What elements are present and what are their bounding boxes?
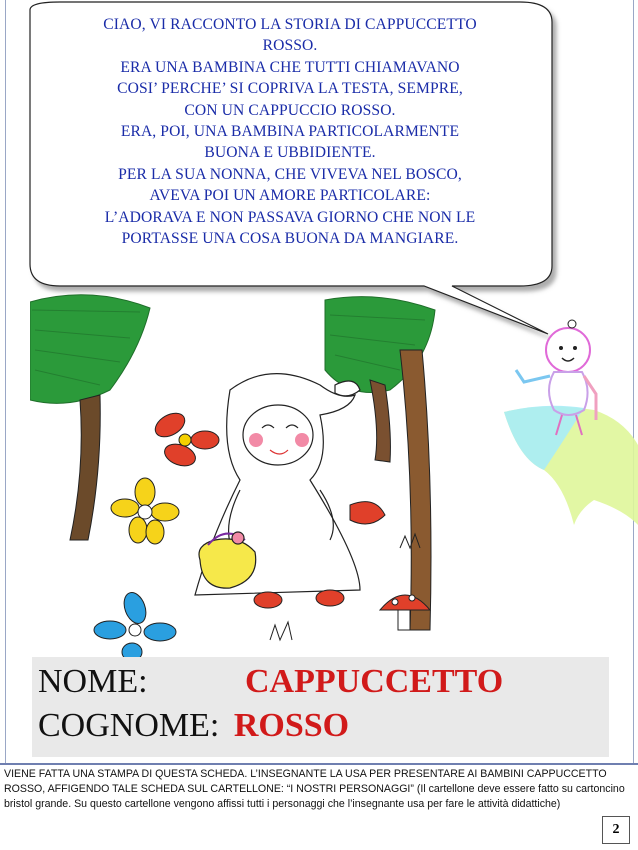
bubble-line: ROSSO. <box>262 37 318 55</box>
bubble-line: CIAO, VI RACCONTO LA STORIA DI CAPPUCCETTO <box>103 16 477 33</box>
shoe-left <box>254 592 282 608</box>
cognome-label: COGNOME: <box>38 707 220 744</box>
bubble-line: PORTASSE UNA COSA BUONA DA MANGIARE. <box>121 230 459 248</box>
nome-row <box>38 663 504 701</box>
bubble-line: L’ADORAVA E NON PASSAVA GIORNO CHE NON LE <box>104 208 476 226</box>
cognome-value: ROSSO <box>233 707 350 744</box>
bubble-line: ERA UNA BAMBINA CHE TUTTI CHIAMAVANO <box>120 58 460 76</box>
footer-rule <box>0 763 638 765</box>
red-leaf <box>350 502 385 524</box>
bubble-text <box>48 14 532 249</box>
yellow-flower <box>111 478 179 544</box>
bubble-line: PER LA SUA NONNA, CHE VIVEVA NEL BOSCO, <box>118 165 462 183</box>
bubble-line: CON UN CAPPUCCIO ROSSO. <box>184 101 396 119</box>
bubble-line: COSI’ PERCHE’ SI COPRIVA LA TESTA, SEMPRE, <box>117 80 463 98</box>
nome-value: CAPPUCCETTO <box>245 663 504 700</box>
shoe-right <box>316 590 344 606</box>
bubble-line: AVEVA POI UN AMORE PARTICOLARE: <box>149 187 431 205</box>
bubble-line: ERA, POI, UNA BAMBINA PARTICOLARMENTE <box>120 123 460 141</box>
red-flower <box>151 408 219 470</box>
cognome-row <box>38 707 349 745</box>
narrator-character <box>484 310 638 530</box>
grass-tuft <box>270 622 292 640</box>
nome-label: NOME: <box>38 663 148 700</box>
footer-note: VIENE FATTA UNA STAMPA DI QUESTA SCHEDA. L’INSEGNANTE LA USA PER PRESENTARE AI BAMBINI CAPPUCCETTO ROSSO, AFFIGENDO TALE SCHEDA SUL CARTELLONE: “I NOSTRI PERSONAGGI” (Il cartellone deve essere fatto su cartoncino bristol grande. Su questo cartellone vengono affissi tutti i personaggi che l’insegnante usa per fare le attività didattiche) <box>4 768 625 810</box>
blue-flower <box>94 590 176 660</box>
page-number: 2 <box>602 816 630 844</box>
little-red-riding-hood-drawing <box>30 290 450 660</box>
name-card <box>32 657 609 757</box>
bubble-line: BUONA E UBBIDIENTE. <box>204 144 376 162</box>
